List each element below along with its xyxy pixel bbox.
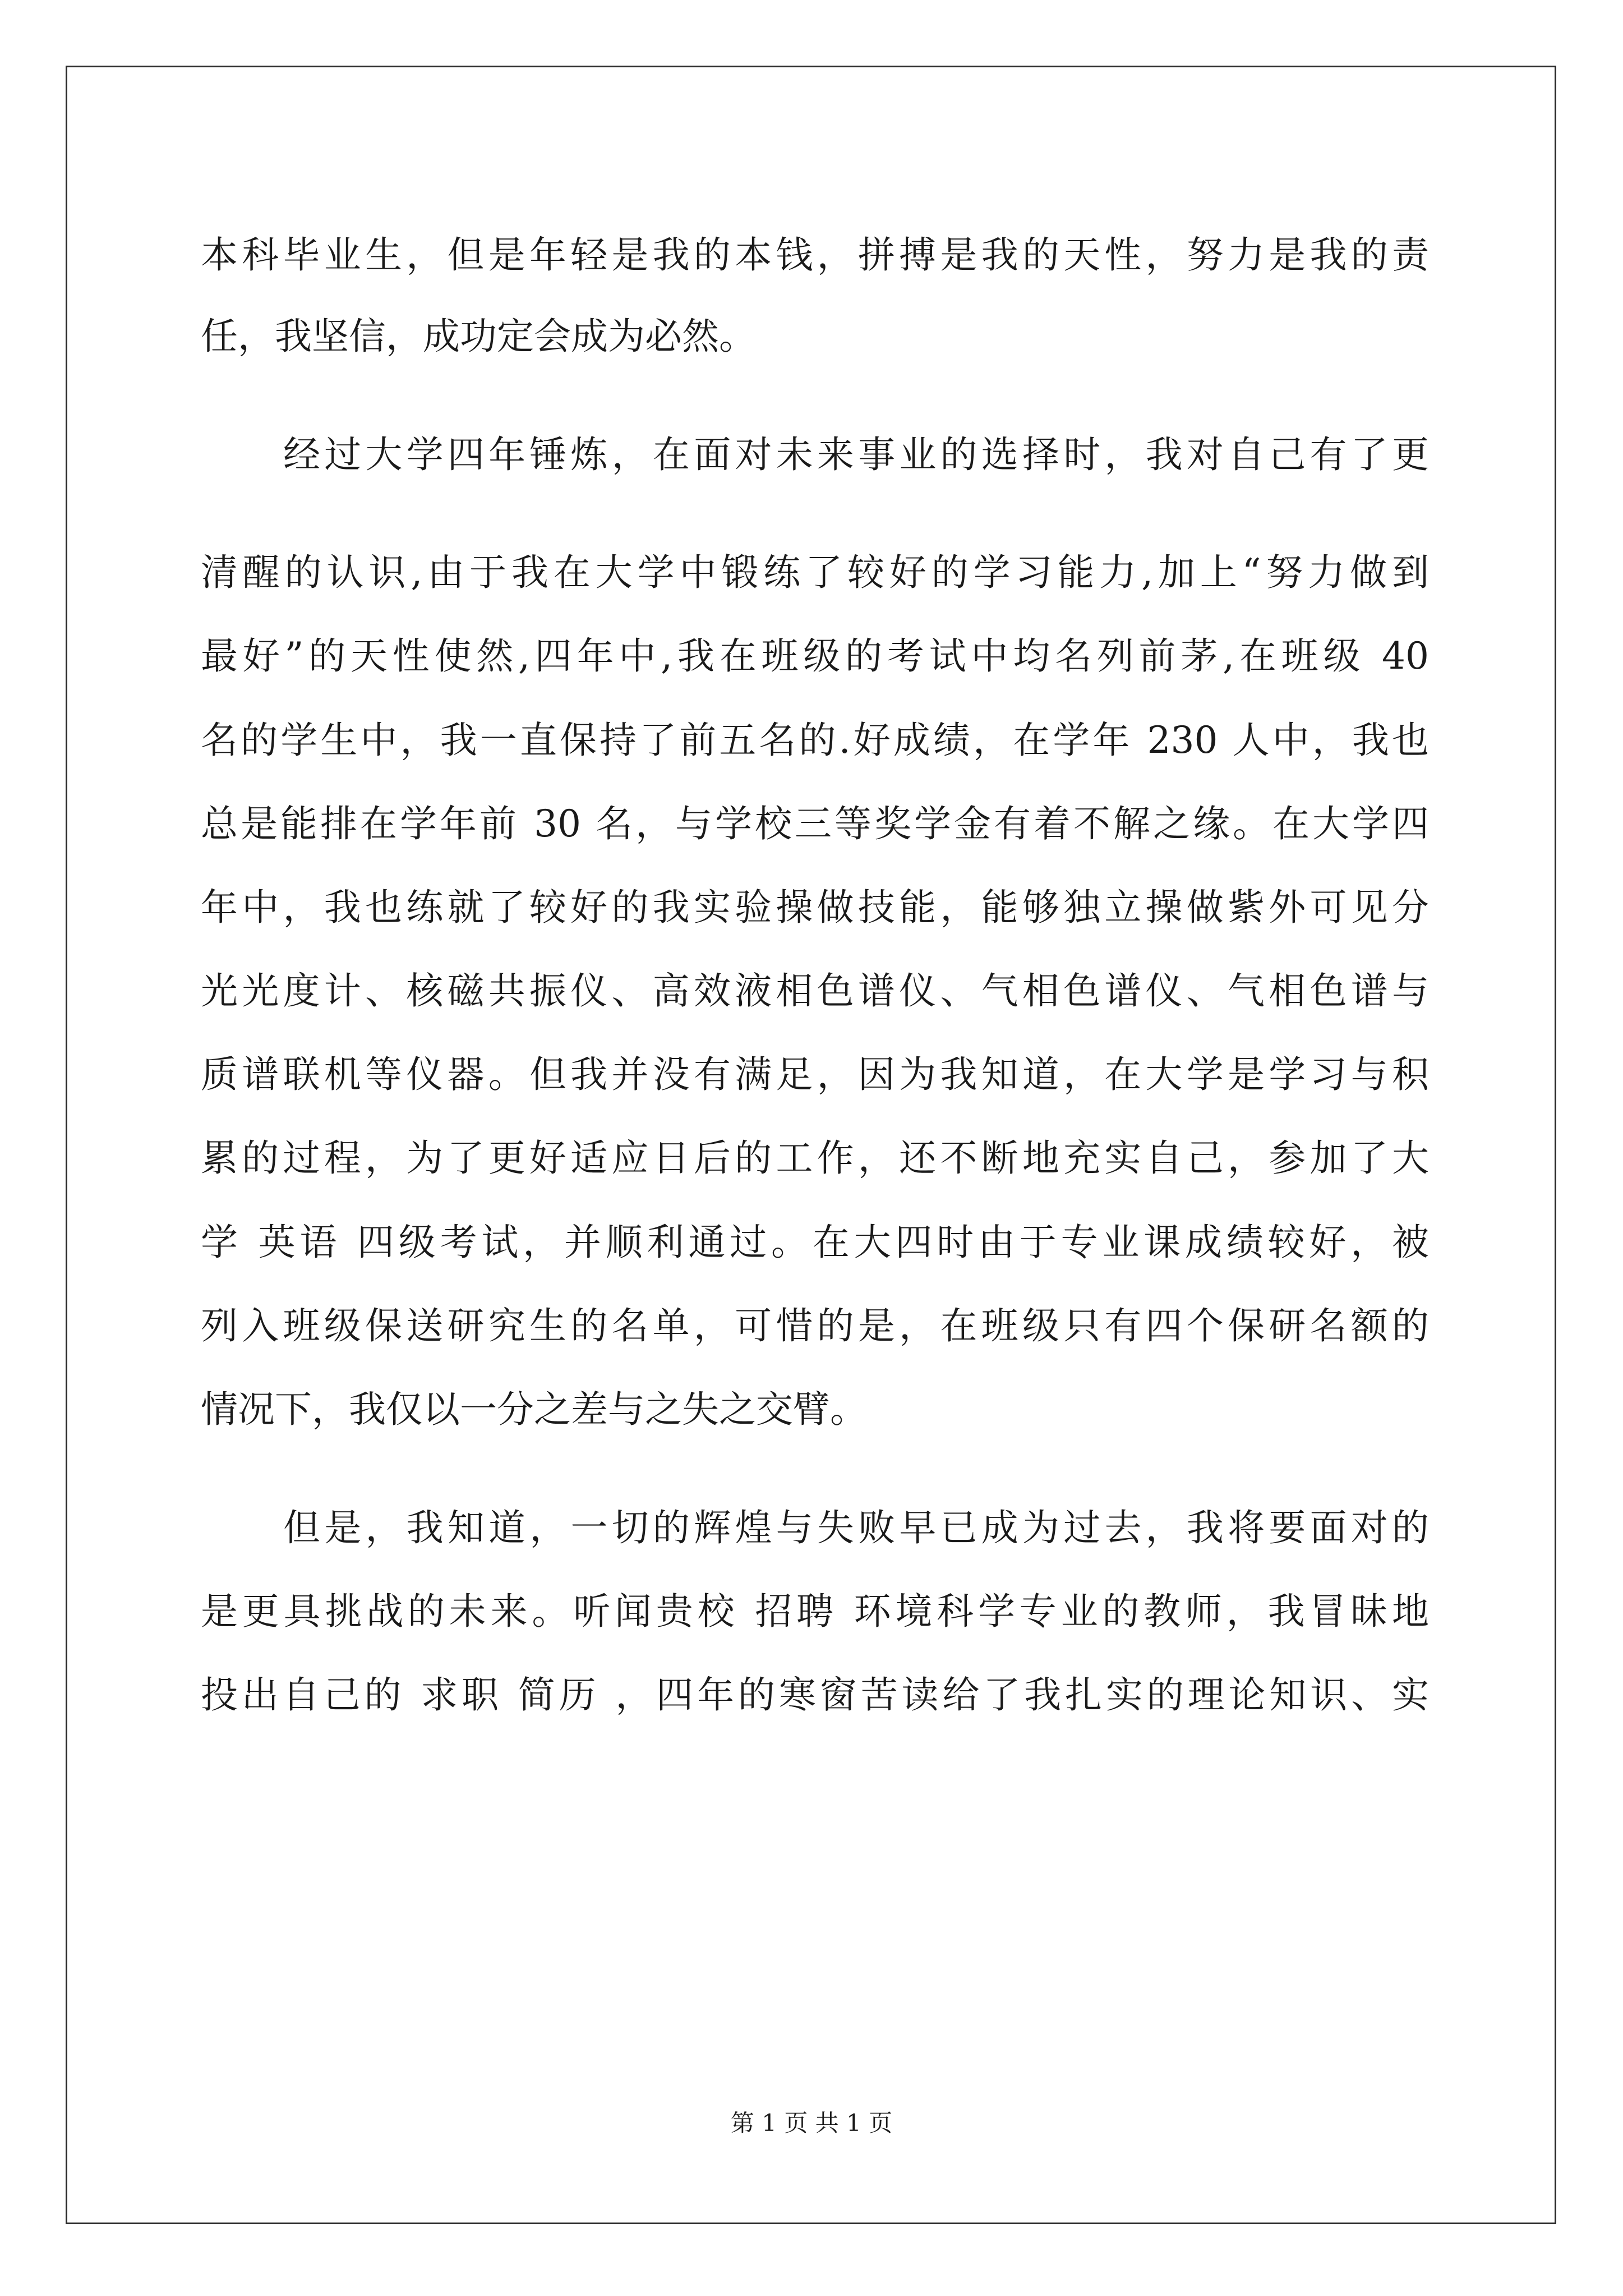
text-line-8: 年中，我也练就了较好的我实验操做技能，能够独立操做紫外可见分 bbox=[201, 886, 1429, 929]
text-line-13: 列入班级保送研究生的名单，可惜的是，在班级只有四个保研名额的 bbox=[201, 1304, 1429, 1347]
text-line-9: 光光度计、核磁共振仪、高效液相色谱仪、气相色谱仪、气相色谱与 bbox=[201, 969, 1429, 1013]
text-line-10: 质谱联机等仪器。但我并没有满足，因为我知道，在大学是学习与积 bbox=[201, 1053, 1429, 1096]
text-line-16: 是更具挑战的未来。听闻贵校 招聘 环境科学专业的教师，我冒昧地 bbox=[201, 1590, 1429, 1633]
text-line-14: 情况下，我仅以一分之差与之失之交臂。 bbox=[201, 1388, 867, 1431]
text-line-6: 名的学生中，我一直保持了前五名的.好成绩，在学年 230 人中，我也 bbox=[201, 719, 1429, 762]
text-line-3: 经过大学四年锤炼，在面对未来事业的选择时，我对自己有了更 bbox=[283, 433, 1429, 476]
text-line-4: 清醒的认识,由于我在大学中锻练了较好的学习能力,加上“努力做到 bbox=[201, 551, 1429, 594]
page-number-footer: 第 1 页 共 1 页 bbox=[730, 2109, 893, 2137]
text-line-15: 但是，我知道，一切的辉煌与失败早已成为过去，我将要面对的 bbox=[283, 1506, 1429, 1549]
text-line-12: 学 英语 四级考试，并顺利通过。在大四时由于专业课成绩较好，被 bbox=[201, 1221, 1429, 1264]
text-line-11: 累的过程，为了更好适应日后的工作，还不断地充实自己，参加了大 bbox=[201, 1137, 1429, 1180]
text-line-5: 最好”的天性使然,四年中,我在班级的考试中均名列前茅,在班级 40 bbox=[201, 634, 1429, 678]
text-line-1: 本科毕业生，但是年轻是我的本钱，拼搏是我的天性，努力是我的责 bbox=[201, 233, 1429, 277]
text-line-2: 任，我坚信，成功定会成为必然。 bbox=[201, 315, 756, 358]
text-line-17: 投出自己的 求职 简历 ，四年的寒窗苦读给了我扎实的理论知识、实 bbox=[201, 1673, 1429, 1717]
text-line-7: 总是能排在学年前 30 名，与学校三等奖学金有着不解之缘。在大学四 bbox=[201, 802, 1429, 845]
